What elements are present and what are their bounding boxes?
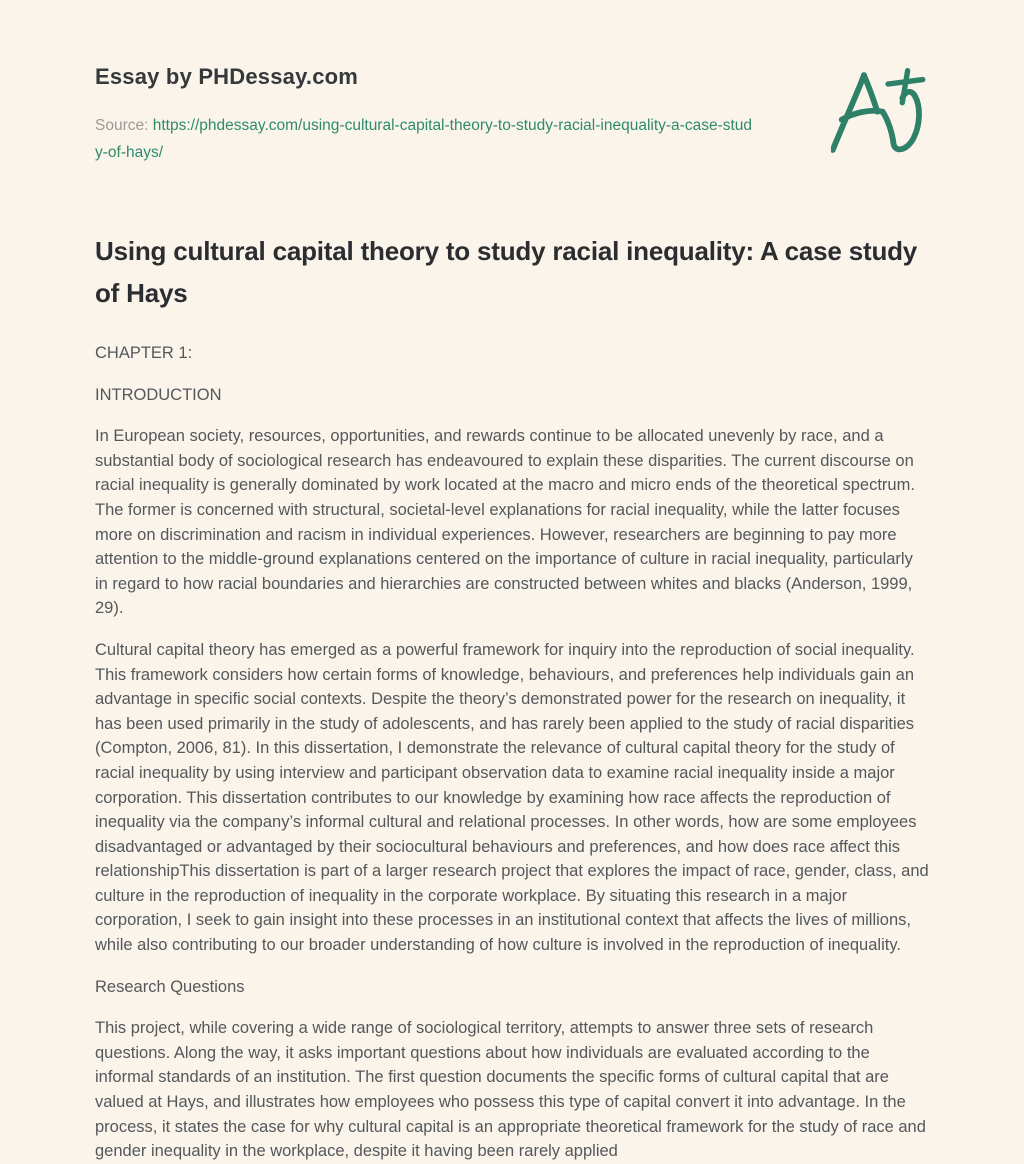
phdessay-logo [831, 66, 929, 168]
essay-byline: Essay by PHDessay.com [95, 64, 359, 89]
page-header [95, 64, 929, 168]
source-line [95, 112, 757, 166]
paragraph-introduction-1: In European society, resources, opportunities, and rewards continue to be allocated unevenly by race, and a substantial body of sociological research has endeavoured to explain these disparities. The current discourse on racial inequality is generally dominated by work located at the macro and micro ends of the theoretical spectrum. The former is concerned with structural, societal-level explanations for racial inequality, while the latter focuses more on discrimination and racism in individual experiences. However, researchers are beginning to pay more attention to the middle-ground explanations centered on the importance of culture in racial inequality, particularly in regard to how racial boundaries and hierarchies are constructed between whites and blacks (Anderson, 1999, 29). [95, 427, 915, 618]
paragraph-introduction-2: Cultural capital theory has emerged as a powerful framework for inquiry into the reproduction of social inequality. This framework considers how certain forms of knowledge, behaviours, and preferences help individuals gain an advantage in specific social contexts. Despite the theory’s demonstrated power for the research on inequality, it has been used primarily in the study of adolescents, and has rarely been applied to the study of racial disparities (Compton, 2006, 81). In this dissertation, I demonstrate the relevance of cultural capital theory for the study of racial inequality by using interview and participant observation data to examine racial inequality inside a major corporation. This dissertation contributes to our knowledge by examining how race affects the reproduction of inequality via the company’s informal cultural and relational processes. In other words, how are some employees disadvantaged or advantaged by their sociocultural behaviours and preferences, and how does race affect this relationshipThis dissertation is part of a larger research project that explores the impact of race, gender, class, and culture in the reproduction of inequality in the corporate workplace. By situating this research in a major corporation, I seek to gain insight into these processes in an institutional context that affects the lives of millions, while also contributing to our broader understanding of how culture is involved in the reproduction of inequality. [95, 640, 929, 955]
research-questions-heading: Research Questions [95, 977, 245, 996]
chapter-label: CHAPTER 1: [95, 344, 193, 362]
source-url-link[interactable]: https://phdessay.com/using-cultural-capital-theory-to-study-racial-inequality-a-case-study-of-hays/ [95, 117, 753, 161]
introduction-label: INTRODUCTION [95, 385, 222, 404]
source-label: Source: [95, 117, 149, 134]
a-plus-grade-icon [831, 66, 929, 168]
essay-title: Using cultural capital theory to study racial inequality: A case study of Hays [95, 236, 918, 308]
essay-content [95, 230, 929, 1164]
header-text-block [95, 64, 757, 166]
paragraph-research-questions: This project, while covering a wide range of sociological territory, attempts to answer three sets of research questions. Along the way, it asks important questions about how individuals are evaluated according to the informal standards of an institution. The first question documents the specific forms of cultural capital that are valued at Hays, and illustrates how employees who possess this type of capital convert it into advantage. In the process, it states the case for why cultural capital is an appropriate theoretical framework for the study of race and gender inequality in the workplace, despite it having been rarely applied [95, 1019, 926, 1161]
